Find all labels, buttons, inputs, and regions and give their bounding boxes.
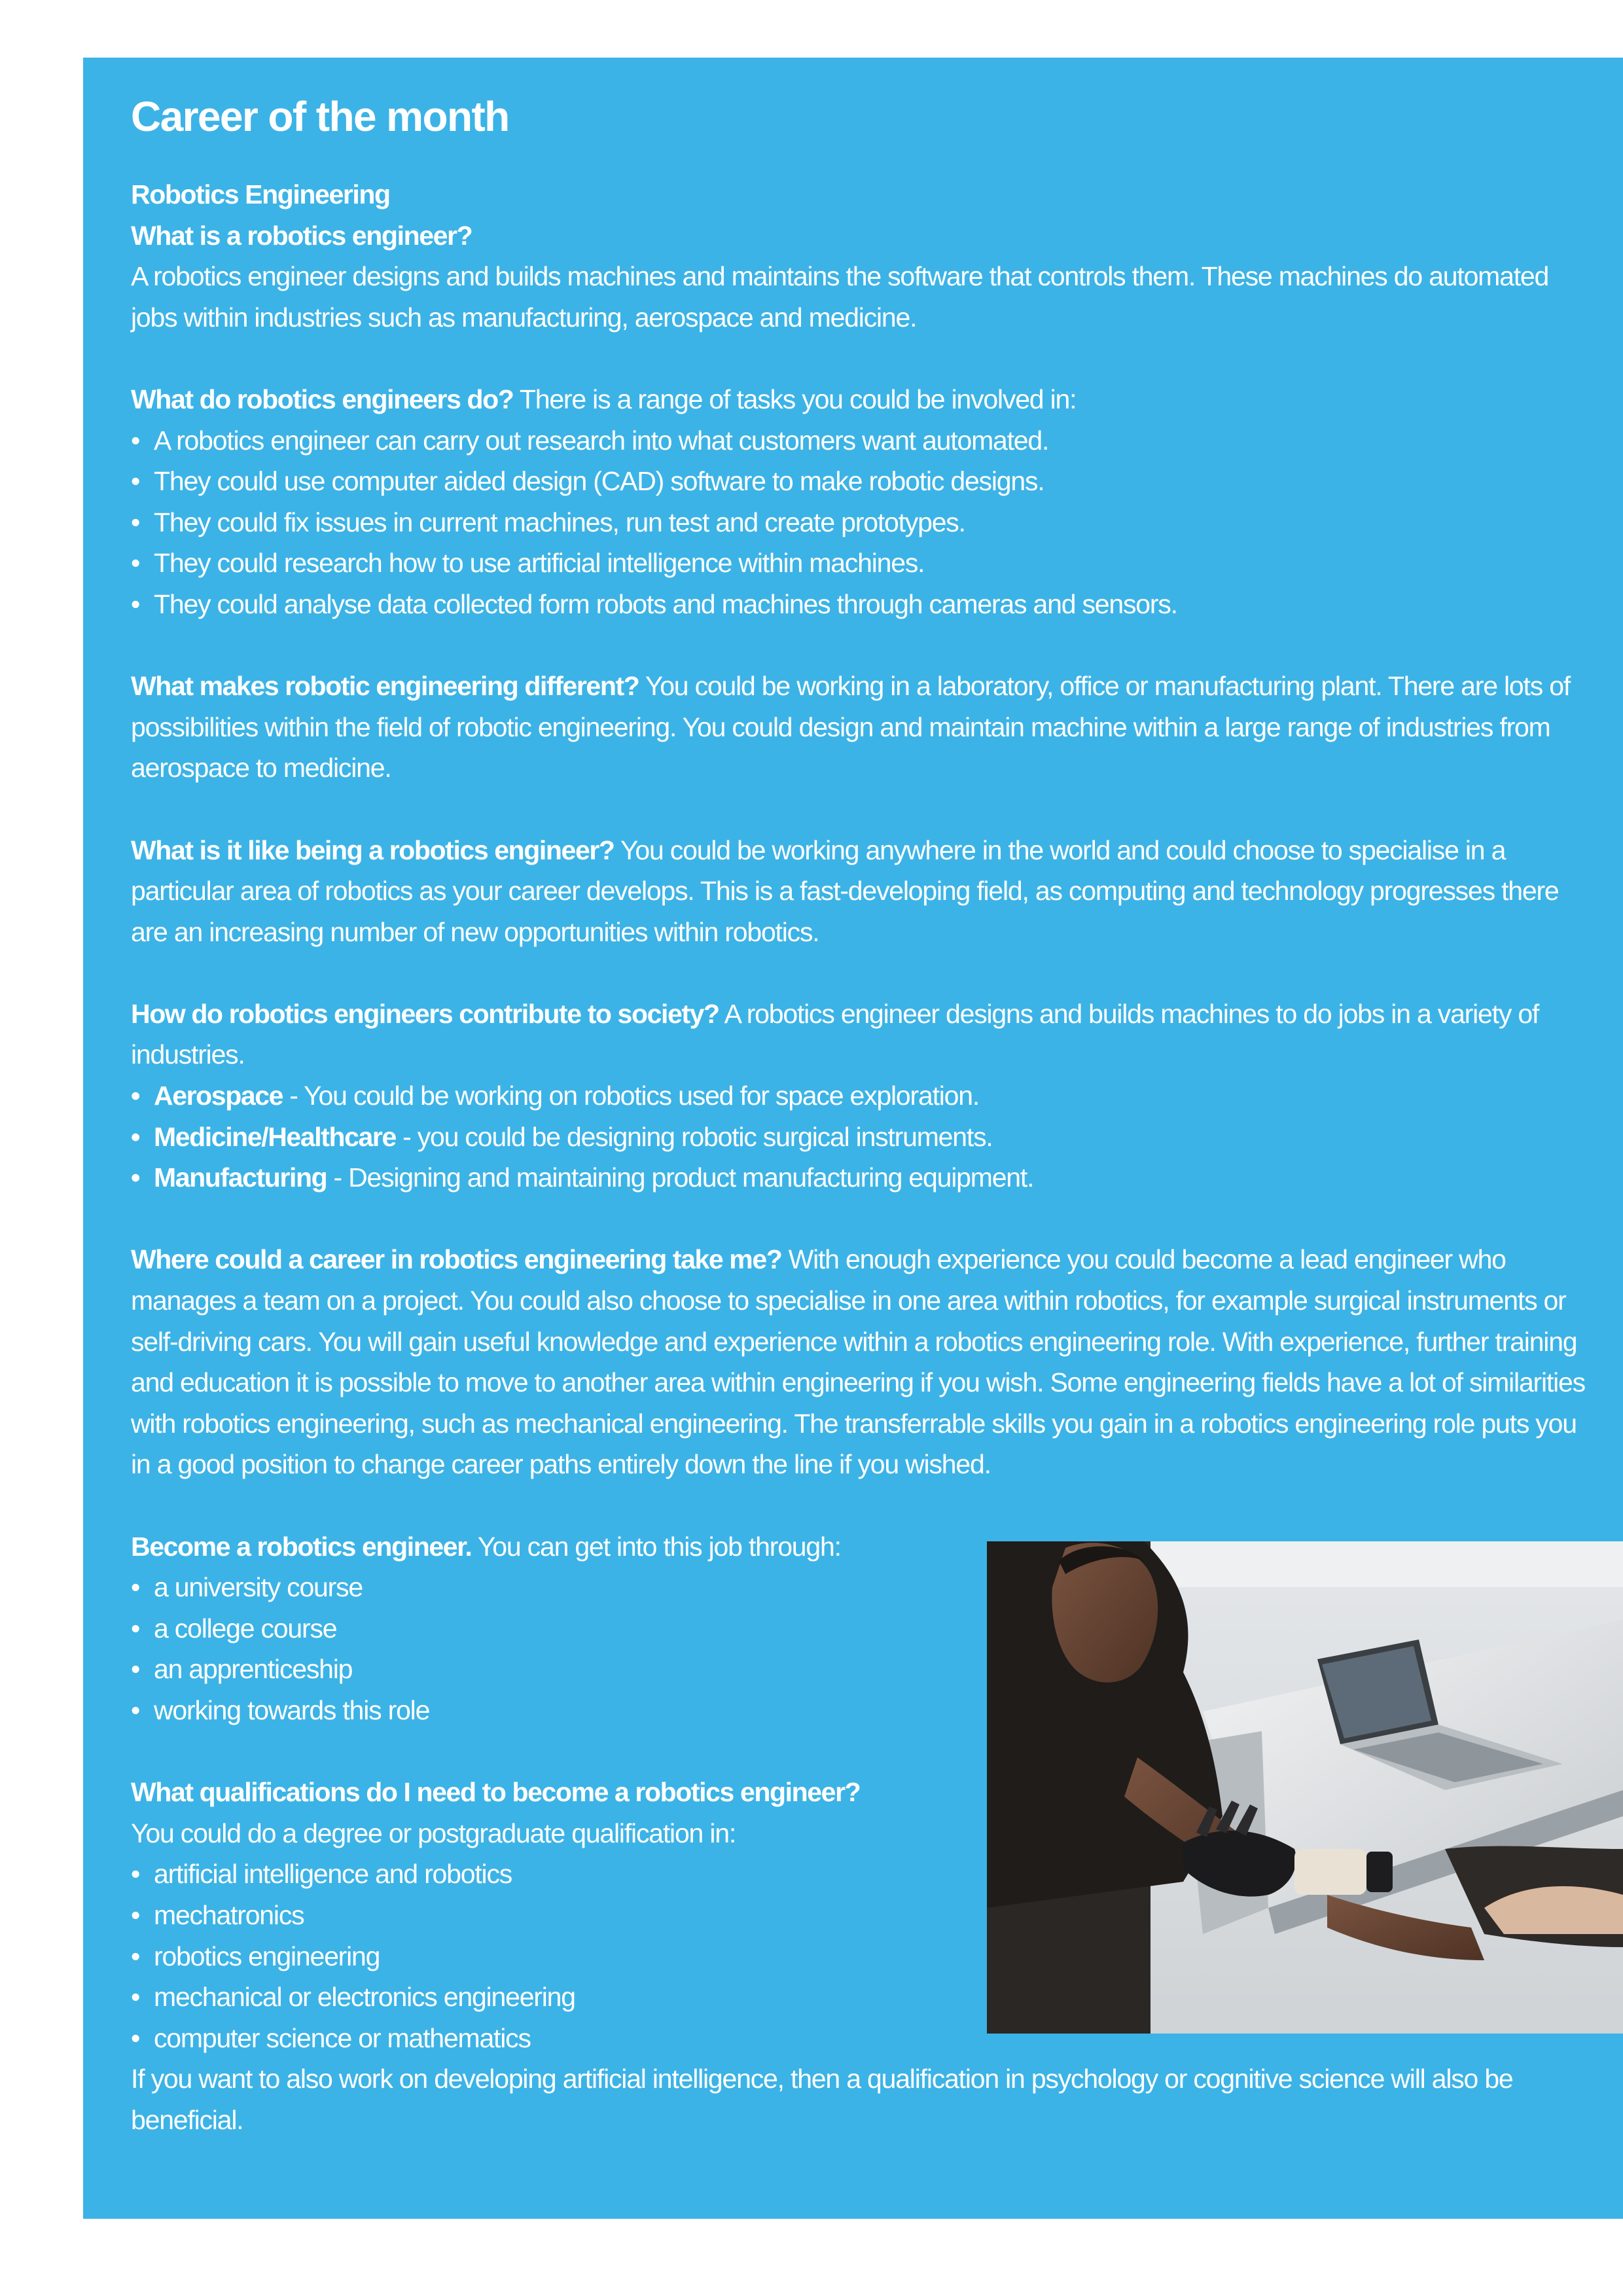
like-heading: What is it like being a robotics engineer?	[131, 834, 615, 865]
qualifications-lead: You could do a degree or postgraduate qualification in:	[131, 1818, 736, 1848]
career-section: Where could a career in robotics engineering take me? With enough experience you could become a lead engineer who manages a team on a project. You could also choose to specialise in one area within robotics, for example surgical instruments or self-driving cars. You will gain useful knowledge and experience within a robotics engineering role. With experience, further training and education it is possible to move to another area within engineering if you wish. Some engineering fields have a lot of similarities with robotics engineering, such as mechanical engineering. The transferrable skills you gain in a robotics engineering role puts you in a good position to change career paths entirely down the line if you wished.	[131, 1244, 1585, 1480]
list-item: • They could analyse data collected form robots and machines through cameras and sensors.	[131, 588, 1177, 619]
tasks-list	[131, 420, 1597, 625]
list-item: • a college course	[131, 1613, 337, 1643]
qualifications-closing: If you want to also work on developing artificial intelligence, then a qualification in psychology or cognitive science will also be beneficial.	[131, 2064, 1513, 2135]
intro-text: A robotics engineer designs and builds machines and maintains the software that controls them. These machines do automated jobs within industries such as manufacturing, aerospace and medicine.	[131, 261, 1549, 332]
qualifications-heading: What qualifications do I need to become a robotics engineer?	[131, 1777, 861, 1808]
industries-list	[131, 1075, 1597, 1198]
list-item: • They could research how to use artificial intelligence within machines.	[131, 548, 925, 579]
list-item: • Aerospace - You could be working on robotics used for space exploration.	[131, 1081, 980, 1111]
qualifications-list	[131, 1854, 982, 2058]
career-panel	[83, 58, 1623, 2219]
list-item: • Manufacturing - Designing and maintaining product manufacturing equipment.	[131, 1162, 1034, 1193]
page-title: Career of the month	[131, 93, 509, 140]
list-item: • artificial intelligence and robotics	[131, 1859, 512, 1890]
list-item: • mechatronics	[131, 1899, 304, 1930]
list-item: • a university course	[131, 1572, 363, 1603]
list-item: • A robotics engineer can carry out research into what customers want automated.	[131, 425, 1049, 456]
different-section: What makes robotic engineering different? You could be working in a laboratory, office or manufacturing plant. There are lots of possibilities within the field of robotic engineering. You could design and maintain machine within a large range of industries from aerospace to medicine.	[131, 671, 1571, 783]
career-heading: Where could a career in robotics engineering take me?	[131, 1244, 782, 1275]
list-item: • working towards this role	[131, 1695, 430, 1725]
intro-heading: What is a robotics engineer?	[131, 220, 473, 251]
list-item: • They could fix issues in current machines, run test and create prototypes.	[131, 507, 965, 537]
become-section: Become a robotics engineer. You can get into this job through:	[131, 1531, 841, 1562]
society-heading: How do robotics engineers contribute to society?	[131, 998, 719, 1029]
list-item: • They could use computer aided design (CAD) software to make robotic designs.	[131, 466, 1044, 497]
routes-list	[131, 1567, 982, 1731]
list-item: • Medicine/Healthcare - you could be designing robotic surgical instruments.	[131, 1121, 993, 1152]
tasks-section: What do robotics engineers do? There is a range of tasks you could be involved in:	[131, 384, 1077, 414]
different-heading: What makes robotic engineering different?	[131, 671, 639, 702]
like-section: What is it like being a robotics engineer? You could be working anywhere in the world and could choose to specialise in a particular area of robotics as your career develops. This is a fast-developing field, as computing and technology progresses there are an increasing number of new opportunities within robotics.	[131, 834, 1559, 947]
photo-illustration	[987, 1541, 1623, 2034]
subtitle: Robotics Engineering	[131, 179, 390, 209]
society-section: How do robotics engineers contribute to society? A robotics engineer designs and builds machines to do jobs in a variety of industries.	[131, 998, 1539, 1070]
robotics-photo	[987, 1541, 1623, 2034]
list-item: • robotics engineering	[131, 1941, 380, 1971]
become-heading: Become a robotics engineer.	[131, 1531, 472, 1562]
tasks-heading: What do robotics engineers do?	[131, 384, 514, 414]
list-item: • mechanical or electronics engineering	[131, 1982, 575, 2013]
list-item: • computer science or mathematics	[131, 2022, 531, 2053]
list-item: • an apprenticeship	[131, 1654, 353, 1685]
